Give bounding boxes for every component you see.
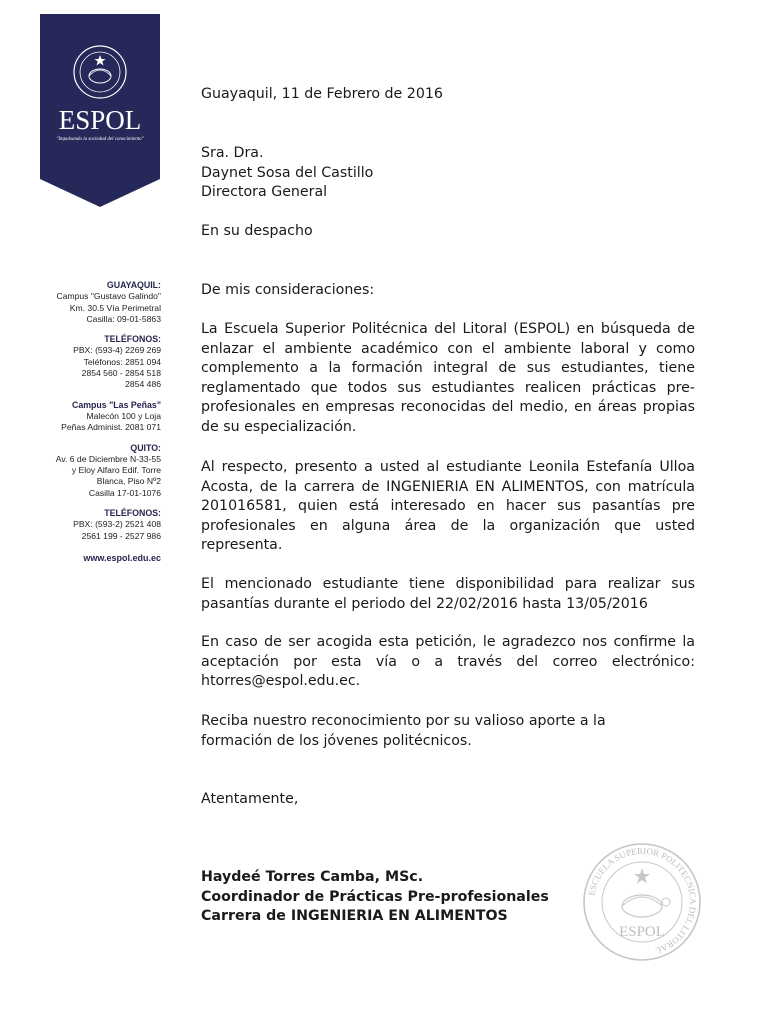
letter-date: Guayaquil, 11 de Febrero de 2016 [201, 86, 443, 102]
address-line: Malecón 100 y Loja [86, 410, 161, 421]
despacho-line: En su despacho [201, 223, 313, 239]
address-line: y Eloy Alfaro Edif. Torre [71, 465, 161, 476]
signature-name: Haydeé Torres Camba, MSc. [201, 869, 424, 885]
contact-sidebar [24, 280, 161, 564]
website-link[interactable]: www.espol.edu.ec [83, 552, 161, 563]
signature-department: Carrera de INGENIERIA EN ALIMENTOS [201, 908, 508, 925]
telefonos-heading: TELÉFONOS: [104, 508, 161, 519]
espol-seal-stamp [582, 832, 702, 972]
address-line: Av. 6 de Diciembre N-33-55 [55, 453, 161, 464]
paragraph-request: En caso de ser acogida esta petición, le agradezco nos confirme la aceptación por esta vía o a través del correo electrónico: htorres@espol.edu.ec. [201, 634, 695, 690]
recipient-line: Daynet Sosa del Castillo [201, 164, 374, 181]
address-line: Campus "Gustavo Galindo" [56, 291, 161, 302]
address-line: Casilla 17-01-1076 [88, 487, 161, 498]
salutation: De mis consideraciones: [201, 282, 375, 298]
signature-block [201, 868, 549, 927]
logo-tagline: "Impulsando la sociedad del conocimiento" [56, 137, 144, 142]
quito-heading: QUITO: [130, 442, 161, 453]
phone-line: 2561 199 - 2527 986 [81, 530, 161, 541]
espol-logo-banner [40, 14, 160, 207]
phone-line: PBX: (593-4) 2269 269 [73, 345, 161, 356]
paragraph-availability: El mencionado estudiante tiene disponibilidad para realizar sus pasantías durante el periodo del 22/02/2016 hasta 13/05/2016 [201, 576, 695, 612]
seal-name: ESPOL [619, 924, 665, 940]
phone-line: PBX: (593-2) 2521 408 [73, 519, 161, 530]
paragraph-student: Al respecto, presento a usted al estudiante Leonila Estefanía Ulloa Acosta, de la carrera de INGENIERIA EN ALIMENTOS, con matrícula 201016581, quien está interesado en hacer sus pasantías pre profesionales en alguna área de la organización que usted representa. [201, 459, 695, 554]
recipient-line: Sra. Dra. [201, 145, 264, 161]
address-line: Km. 30.5 Vía Perimetral [69, 302, 161, 313]
telefonos-heading: TELÉFONOS: [104, 334, 161, 345]
penas-heading: Campus "Las Peñas" [71, 399, 161, 410]
address-line: Blanca, Piso Nº2 [96, 476, 161, 487]
paragraph-thanks: Reciba nuestro reconocimiento por su valioso aporte a la formación de los jóvenes politécnicos. [201, 713, 606, 749]
address-line: Peñas Administ. 2081 071 [61, 422, 161, 433]
recipient-line: Directora General [201, 184, 328, 201]
guayaquil-heading: GUAYAQUIL: [106, 280, 161, 290]
recipient-block [201, 144, 373, 203]
logo-wordmark: ESPOL [58, 105, 142, 135]
closing: Atentamente, [201, 791, 299, 807]
phone-line: 2854 560 - 2854 518 [81, 368, 161, 379]
signature-title: Coordinador de Prácticas Pre-profesionales [201, 888, 549, 905]
phone-line: 2854 486 [125, 379, 161, 390]
address-line: Casilla: 09-01-5863 [86, 313, 161, 324]
paragraph-intro: La Escuela Superior Politécnica del Litoral (ESPOL) en búsqueda de enlazar el ambiente académico con el ambiente laboral y como complemento a la formación integral de sus estudiantes, tiene reglamentado que todos sus estudiantes realicen prácticas pre-profesionales en empresas reconocidas del medio, en áreas propias de su especialización. [201, 321, 695, 435]
seal-ring-text: ESCUELA SUPERIOR POLITECNICA DEL LITORAL [586, 845, 699, 956]
phone-line: Teléfonos: 2851 094 [83, 356, 161, 367]
